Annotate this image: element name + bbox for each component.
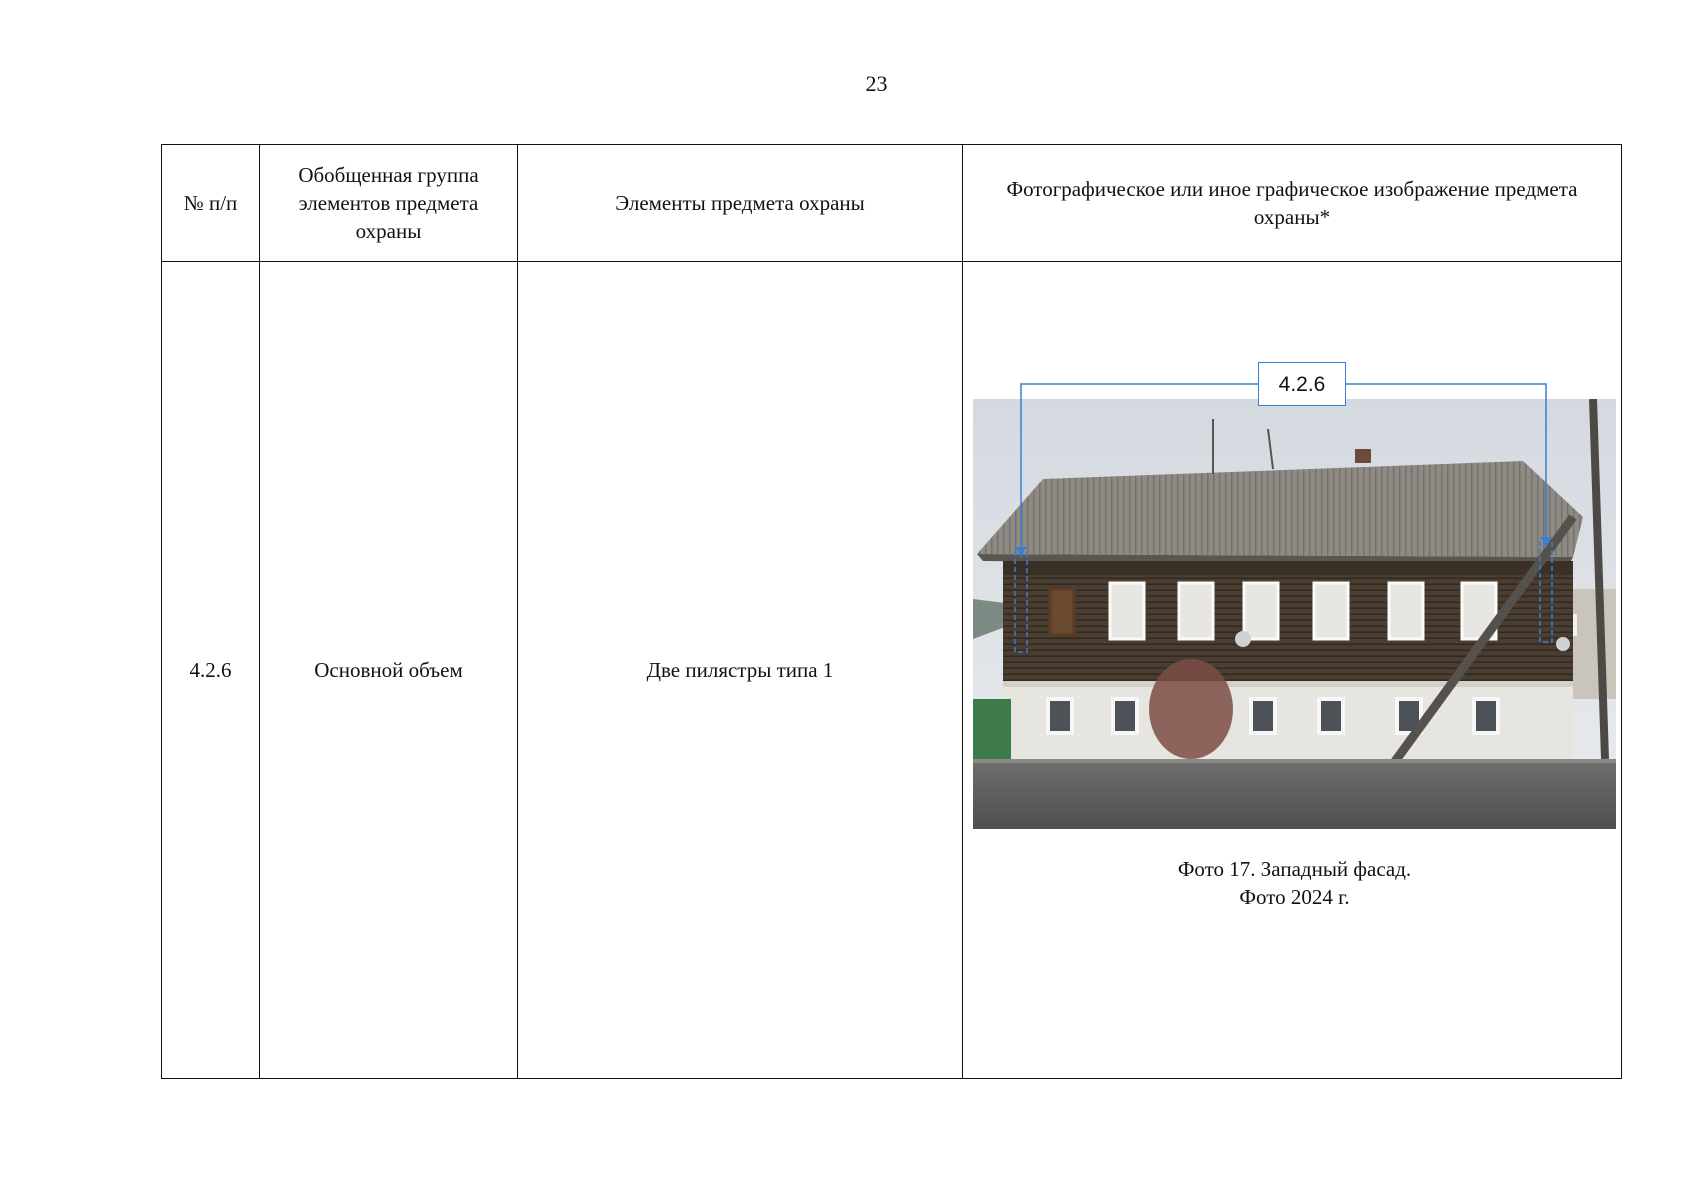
header-number: № п/п bbox=[162, 145, 260, 262]
header-group: Обобщенная группа элементов предмета охраны bbox=[260, 145, 518, 262]
header-image: Фотографическое или иное графическое изображение предмета охраны* bbox=[963, 145, 1622, 262]
cell-photo bbox=[963, 262, 1622, 1079]
page-number: 23 bbox=[865, 71, 888, 96]
element-callout-label: 4.2.6 bbox=[1258, 362, 1346, 406]
callout-lines bbox=[973, 362, 1616, 692]
heritage-elements-table bbox=[161, 144, 1622, 1079]
table-header-row bbox=[162, 145, 1622, 262]
photo-caption bbox=[973, 855, 1616, 911]
cell-number: 4.2.6 bbox=[162, 262, 260, 1079]
cell-group: Основной объем bbox=[260, 262, 518, 1079]
header-elements: Элементы предмета охраны bbox=[518, 145, 963, 262]
cell-elements: Две пилястры типа 1 bbox=[518, 262, 963, 1079]
caption-line-2: Фото 2024 г. bbox=[1239, 885, 1350, 909]
table-row bbox=[162, 262, 1622, 1079]
caption-line-1: Фото 17. Западный фасад. bbox=[1177, 857, 1412, 881]
